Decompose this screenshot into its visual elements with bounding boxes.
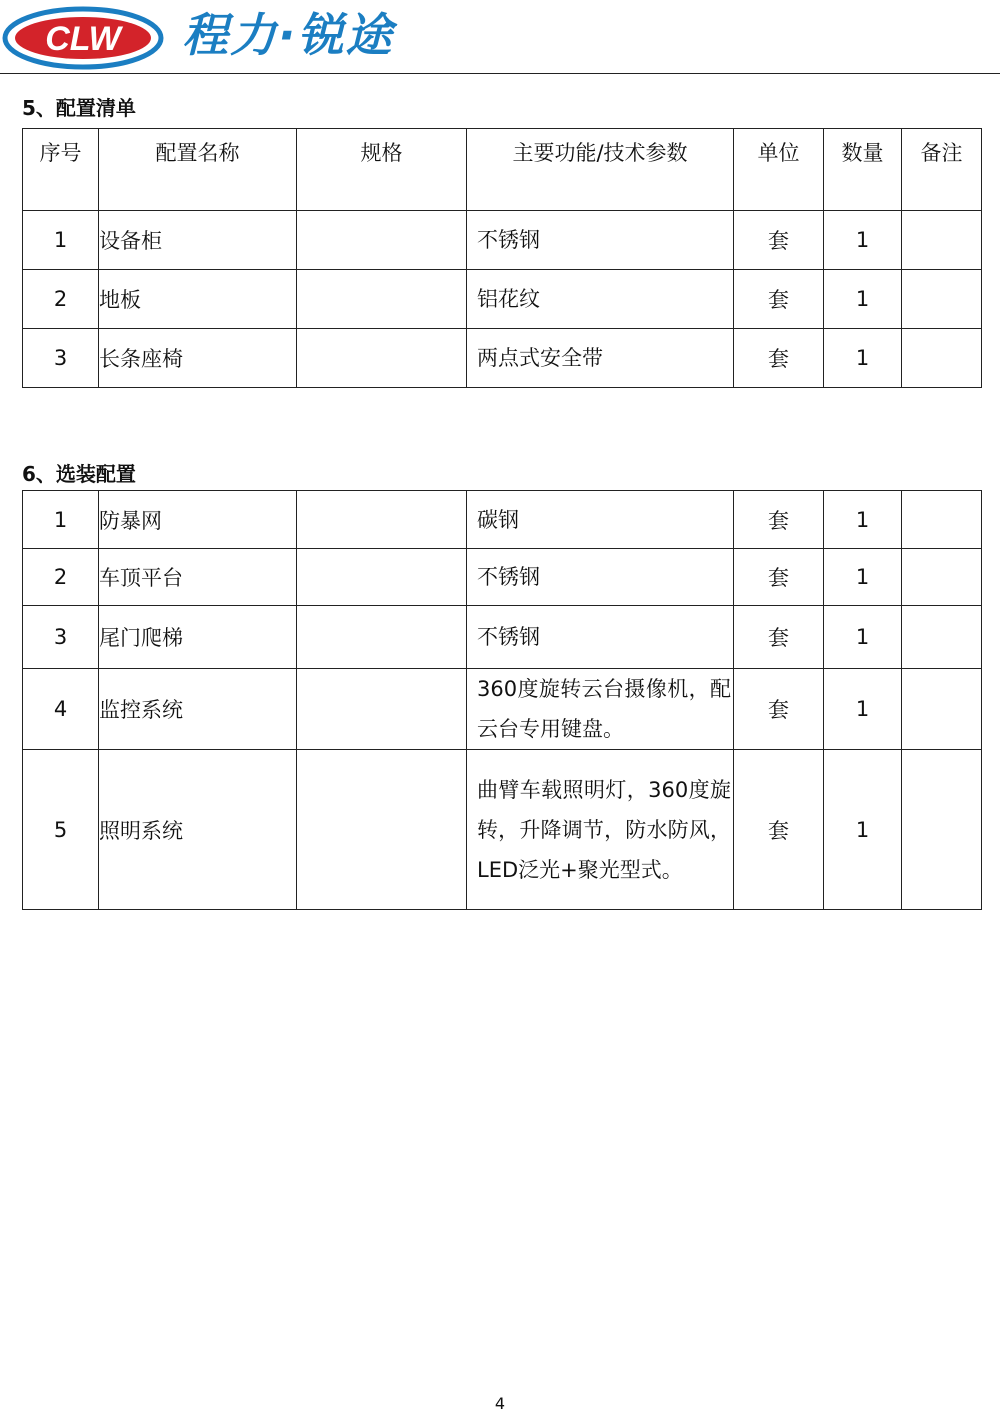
cell-unit: 套: [734, 750, 824, 910]
col-header-params: 主要功能/技术参数: [467, 129, 734, 211]
col-header-name: 配置名称: [99, 129, 297, 211]
table-row: [23, 549, 982, 606]
header-divider: [0, 73, 1000, 74]
section-title-optional-config: 6、选装配置: [22, 462, 136, 486]
cell-params: 不锈钢: [467, 606, 734, 669]
cell-unit: 套: [734, 549, 824, 606]
cell-qty: 1: [824, 606, 902, 669]
cell-params: 不锈钢: [467, 549, 734, 606]
cell-note: [902, 329, 982, 388]
table-row: [23, 750, 982, 910]
col-header-note: 备注: [902, 129, 982, 211]
table-header-row: [23, 129, 982, 211]
cell-unit: 套: [734, 491, 824, 549]
col-header-qty: 数量: [824, 129, 902, 211]
cell-spec: [297, 211, 467, 270]
cell-spec: [297, 549, 467, 606]
cell-note: [902, 606, 982, 669]
cell-spec: [297, 669, 467, 750]
cell-name: 车顶平台: [99, 549, 297, 606]
cell-qty: 1: [824, 549, 902, 606]
cell-name: 监控系统: [99, 669, 297, 750]
table-row: [23, 491, 982, 549]
optional-config-table: [22, 490, 982, 910]
cell-qty: 1: [824, 491, 902, 549]
cell-spec: [297, 606, 467, 669]
cell-note: [902, 270, 982, 329]
cell-params: 碳钢: [467, 491, 734, 549]
cell-unit: 套: [734, 669, 824, 750]
cell-unit: 套: [734, 606, 824, 669]
config-list-table: [22, 128, 982, 388]
cell-no: 5: [23, 750, 99, 910]
table-row: [23, 270, 982, 329]
cell-params: 曲臂车载照明灯，360度旋转，升降调节，防水防风，LED泛光+聚光型式。: [467, 750, 734, 910]
cell-name: 长条座椅: [99, 329, 297, 388]
cell-qty: 1: [824, 270, 902, 329]
cell-no: 2: [23, 549, 99, 606]
table-row: [23, 211, 982, 270]
page-header: [0, 0, 1000, 76]
logo-text: CLW: [45, 20, 121, 58]
page-number: 4: [494, 1394, 506, 1413]
cell-spec: [297, 750, 467, 910]
cell-name: 地板: [99, 270, 297, 329]
brand-name: 程力·锐途: [182, 8, 394, 62]
col-header-no: 序号: [23, 129, 99, 211]
cell-no: 3: [23, 606, 99, 669]
cell-name: 尾门爬梯: [99, 606, 297, 669]
cell-params: 两点式安全带: [467, 329, 734, 388]
cell-unit: 套: [734, 329, 824, 388]
cell-name: 防暴网: [99, 491, 297, 549]
cell-note: [902, 669, 982, 750]
cell-qty: 1: [824, 211, 902, 270]
cell-params: 360度旋转云台摄像机，配云台专用键盘。: [467, 669, 734, 750]
table-row: [23, 606, 982, 669]
cell-unit: 套: [734, 270, 824, 329]
section-title-config-list: 5、配置清单: [22, 96, 136, 120]
cell-no: 3: [23, 329, 99, 388]
cell-spec: [297, 270, 467, 329]
cell-no: 2: [23, 270, 99, 329]
table-row: [23, 669, 982, 750]
cell-params: 铝花纹: [467, 270, 734, 329]
cell-qty: 1: [824, 329, 902, 388]
cell-no: 1: [23, 211, 99, 270]
cell-spec: [297, 491, 467, 549]
table-row: [23, 329, 982, 388]
clw-logo: [2, 6, 164, 70]
col-header-unit: 单位: [734, 129, 824, 211]
cell-name: 设备柜: [99, 211, 297, 270]
cell-name: 照明系统: [99, 750, 297, 910]
cell-params: 不锈钢: [467, 211, 734, 270]
cell-note: [902, 211, 982, 270]
cell-spec: [297, 329, 467, 388]
cell-qty: 1: [824, 669, 902, 750]
cell-qty: 1: [824, 750, 902, 910]
cell-note: [902, 491, 982, 549]
cell-no: 1: [23, 491, 99, 549]
cell-unit: 套: [734, 211, 824, 270]
cell-note: [902, 549, 982, 606]
cell-note: [902, 750, 982, 910]
cell-no: 4: [23, 669, 99, 750]
col-header-spec: 规格: [297, 129, 467, 211]
